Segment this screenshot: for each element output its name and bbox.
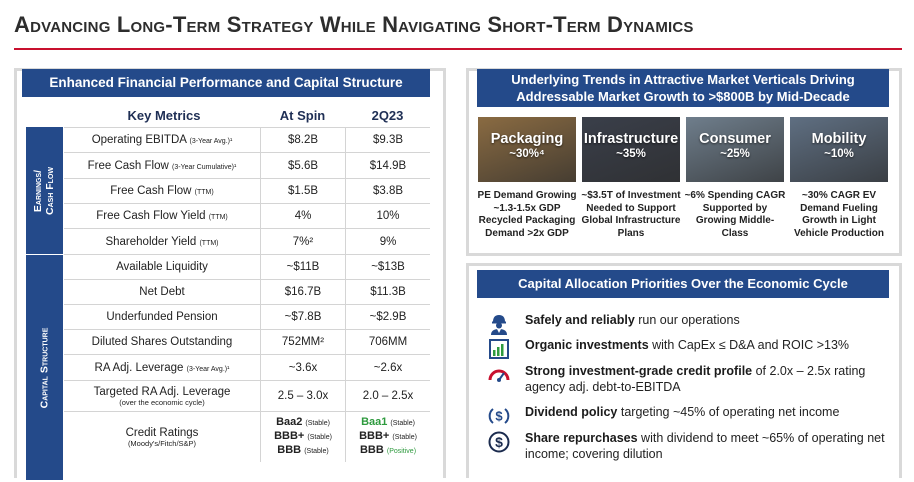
table-row — [64, 355, 430, 381]
vertical-name: Mobility — [811, 131, 867, 147]
metric-note: (over the economic cycle) — [119, 397, 205, 407]
at-spin-value: $8.2B — [260, 128, 345, 152]
metric-label: RA Adj. Leverage — [94, 361, 184, 374]
at-spin-value: 2.5 – 3.0x — [260, 381, 345, 411]
metric-label: Diluted Shares Outstanding — [91, 336, 233, 348]
metric-cell — [64, 286, 260, 298]
table-row-credit-ratings — [64, 412, 430, 462]
dollar-cycle-icon — [487, 404, 511, 428]
section-label-earnings-line1: Earnings/ — [32, 169, 45, 212]
metric-label: Net Debt — [139, 286, 185, 298]
2q23-value: 706MM — [345, 330, 430, 354]
at-spin-value: ~3.6x — [260, 355, 345, 380]
section-label-earnings — [26, 127, 63, 254]
2q23-value: 2.0 – 2.5x — [345, 381, 430, 411]
table-row — [64, 229, 430, 255]
vertical-tile-packaging — [478, 117, 576, 182]
metric-label: Free Cash Flow — [110, 185, 192, 197]
metric-cell — [64, 362, 260, 374]
2q23-value: $3.8B — [345, 179, 430, 203]
gauge-icon — [487, 363, 511, 387]
column-header-metrics: Key Metrics — [127, 108, 201, 123]
2q23-value: $9.3B — [345, 128, 430, 152]
dollar-arrows-icon — [487, 430, 511, 454]
trends-panel-header — [477, 69, 889, 107]
metric-note: (3-Year Avg.)¹ — [186, 365, 230, 373]
metric-note: (Moody's/Fitch/S&P) — [127, 438, 197, 448]
priority-item-dividend: $ Dividend policy targeting ~45% of operating net income — [487, 404, 897, 428]
at-spin-value: ~$7.8B — [260, 305, 345, 329]
table-row — [64, 179, 430, 204]
bar-chart-icon — [487, 337, 511, 361]
table-row — [64, 127, 430, 153]
metric-label: Targeted RA Adj. Leverage — [93, 385, 231, 398]
column-header-2q23: 2Q23 — [371, 108, 404, 123]
rating-sp: BBB (Positive) — [359, 444, 417, 456]
at-spin-value: 7%² — [260, 229, 345, 254]
table-row — [64, 153, 430, 179]
at-spin-value: $1.5B — [260, 179, 345, 203]
metric-label: Shareholder Yield — [105, 235, 197, 248]
vertical-name: Consumer — [699, 131, 771, 147]
vertical-description: ~6% Spending CAGR Supported by Growing Middle-Class — [684, 190, 786, 239]
rating-moodys: Baa2 (Stable) — [276, 416, 330, 428]
rating-sp: BBB (Stable) — [277, 444, 329, 456]
financial-panel-header: Enhanced Financial Performance and Capital Structure — [22, 69, 430, 97]
at-spin-value: ~$11B — [260, 255, 345, 279]
metric-label: Free Cash Flow — [87, 159, 169, 172]
trends-header-line2: Addressable Market Growth to >$800B by Mid-Decade — [516, 89, 850, 104]
vertical-name: Infrastructure — [583, 131, 679, 147]
table-row — [64, 330, 430, 355]
rating-fitch: BBB+ (Stable) — [274, 430, 332, 442]
vertical-tile-infrastructure — [582, 117, 680, 182]
metric-note: (TTM) — [208, 214, 228, 221]
metric-label: Credit Ratings — [125, 426, 199, 439]
vertical-share: ~35% — [616, 148, 646, 160]
table-row — [64, 204, 430, 229]
2q23-value: ~2.6x — [345, 355, 430, 380]
metric-cell — [64, 185, 260, 197]
metric-cell — [64, 134, 260, 146]
table-row — [64, 280, 430, 305]
column-header-at-spin: At Spin — [279, 108, 326, 123]
metric-note: (TTM) — [194, 189, 214, 196]
svg-text:$: $ — [495, 434, 503, 450]
capital-allocation-header: Capital Allocation Priorities Over the Economic Cycle — [477, 270, 889, 298]
metric-label: Operating EBITDA — [91, 134, 187, 146]
metric-cell — [64, 336, 260, 348]
metric-cell — [64, 261, 260, 273]
priority-item-safety: Safely and reliably run our operations — [487, 312, 897, 336]
2q23-value: ~$2.9B — [345, 305, 430, 329]
vertical-tile-mobility — [790, 117, 888, 182]
rating-moodys: Baa1 (Stable) — [361, 416, 415, 428]
metric-cell — [64, 210, 260, 222]
metric-cell — [64, 427, 260, 448]
metric-cell — [64, 236, 260, 248]
priority-item-organic: Organic investments with CapEx ≤ D&A and ROIC >13% — [487, 337, 897, 361]
2q23-value: 10% — [345, 204, 430, 228]
2q23-value: $14.9B — [345, 153, 430, 178]
table-row — [64, 255, 430, 280]
metric-label: Available Liquidity — [116, 261, 208, 273]
vertical-description: ~$3.5T of Investment Needed to Support Global Infrastructure Plans — [581, 190, 681, 239]
2q23-value: ~$13B — [345, 255, 430, 279]
at-spin-value: $16.7B — [260, 280, 345, 304]
rating-fitch: BBB+ (Stable) — [359, 430, 417, 442]
vertical-share: ~25% — [720, 148, 750, 160]
at-spin-ratings — [260, 412, 345, 462]
2q23-value: 9% — [345, 229, 430, 254]
page-title: Advancing Long-Term Strategy While Navigating Short-Term Dynamics — [14, 12, 694, 37]
metric-note: (3-Year Cumulative)¹ — [172, 163, 237, 171]
metric-cell — [64, 160, 260, 172]
vertical-tile-consumer — [686, 117, 784, 182]
metric-cell — [64, 386, 260, 407]
at-spin-value: 752MM² — [260, 330, 345, 354]
priority-item-repurchase: $ Share repurchases with dividend to meet ~65% of operating net income; covering dilution — [487, 430, 897, 462]
table-row — [64, 305, 430, 330]
priority-item-credit: Strong investment-grade credit profile of 2.0x – 2.5x rating agency adj. debt-to-EBITDA — [487, 363, 897, 395]
metric-label: Free Cash Flow Yield — [96, 210, 206, 222]
svg-text:$: $ — [495, 408, 503, 424]
metric-cell — [64, 311, 260, 323]
section-label-capital: Capital Structure — [26, 255, 63, 480]
vertical-name: Packaging — [490, 131, 564, 147]
vertical-description: PE Demand Growing ~1.3-1.5x GDP Recycled Packaging Demand >2x GDP — [477, 190, 577, 239]
safety-worker-icon — [487, 312, 511, 336]
metric-note: (3-Year Avg.)¹ — [189, 138, 233, 145]
section-label-earnings-line2: Cash Flow — [44, 166, 57, 215]
at-spin-value: $5.6B — [260, 153, 345, 178]
2q23-value: $11.3B — [345, 280, 430, 304]
vertical-share: ~30%⁴ — [509, 148, 545, 160]
vertical-share: ~10% — [824, 148, 854, 160]
2q23-ratings — [345, 412, 430, 462]
trends-header-line1: Underlying Trends in Attractive Market Verticals Driving — [511, 72, 855, 87]
metric-note: (TTM) — [199, 239, 219, 247]
metric-label: Underfunded Pension — [106, 311, 218, 323]
table-row-targeted-leverage — [64, 381, 430, 412]
at-spin-value: 4% — [260, 204, 345, 228]
title-divider — [14, 48, 902, 50]
vertical-description: ~30% CAGR EV Demand Fueling Growth in Light Vehicle Production — [793, 190, 885, 239]
